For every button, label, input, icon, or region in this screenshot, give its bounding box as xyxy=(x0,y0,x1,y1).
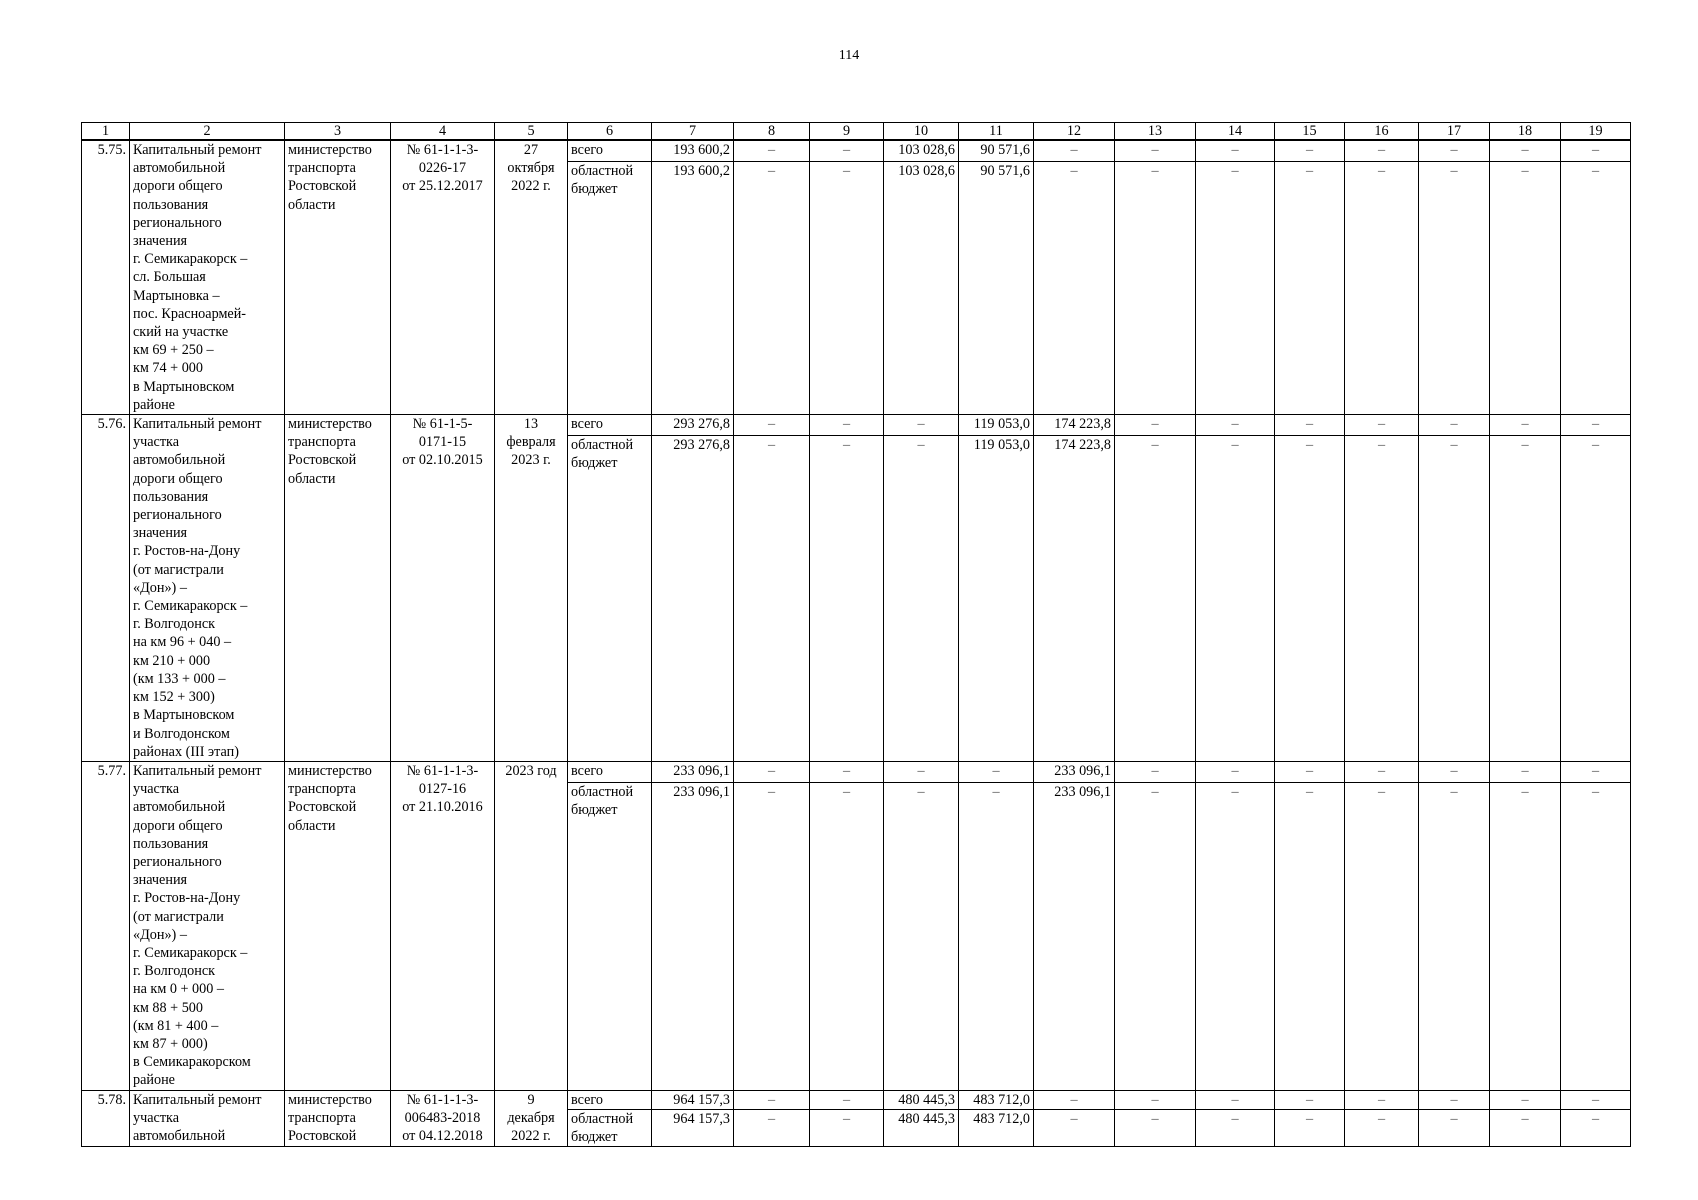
column-number: 2 xyxy=(130,123,285,141)
amount-cell: – xyxy=(1275,162,1345,415)
column-number: 17 xyxy=(1419,123,1490,141)
amount-cell: – xyxy=(1034,1090,1115,1109)
amount-cell: – xyxy=(734,782,810,1090)
column-number: 8 xyxy=(734,123,810,141)
amount-cell: 193 600,2 xyxy=(652,140,734,162)
amount-cell: – xyxy=(884,415,959,436)
amount-cell: – xyxy=(1490,1109,1561,1146)
amount-cell: – xyxy=(1490,1090,1561,1109)
table-row-total xyxy=(82,140,1631,162)
funding-source: всего xyxy=(568,1090,652,1109)
amount-cell: – xyxy=(959,782,1034,1090)
amount-cell: – xyxy=(1115,435,1196,761)
amount-cell: – xyxy=(1275,1090,1345,1109)
amount-cell: – xyxy=(1419,782,1490,1090)
funding-source: областной бюджет xyxy=(568,1109,652,1146)
table-row-total xyxy=(82,1090,1631,1109)
table-row-total xyxy=(82,761,1631,782)
amount-cell: – xyxy=(1561,1109,1631,1146)
amount-cell: – xyxy=(1115,1109,1196,1146)
amount-cell: – xyxy=(1561,1090,1631,1109)
column-number: 6 xyxy=(568,123,652,141)
completion-date: 27 октября 2022 г. xyxy=(495,140,568,415)
amount-cell: – xyxy=(1275,140,1345,162)
amount-cell: 103 028,6 xyxy=(884,162,959,415)
amount-cell: – xyxy=(1561,415,1631,436)
amount-cell: 233 096,1 xyxy=(1034,761,1115,782)
amount-cell: – xyxy=(1115,162,1196,415)
amount-cell: 483 712,0 xyxy=(959,1090,1034,1109)
amount-cell: – xyxy=(1490,415,1561,436)
amount-cell: – xyxy=(1490,761,1561,782)
amount-cell: – xyxy=(1419,1109,1490,1146)
row-number: 5.78. xyxy=(82,1090,130,1147)
amount-cell: – xyxy=(1490,435,1561,761)
amount-cell: – xyxy=(734,1090,810,1109)
amount-cell: – xyxy=(1196,435,1275,761)
amount-cell: 233 096,1 xyxy=(652,761,734,782)
amount-cell: 483 712,0 xyxy=(959,1109,1034,1146)
amount-cell: – xyxy=(1196,761,1275,782)
amount-cell: – xyxy=(1561,140,1631,162)
amount-cell: – xyxy=(734,435,810,761)
amount-cell: 90 571,6 xyxy=(959,140,1034,162)
amount-cell: – xyxy=(734,162,810,415)
amount-cell: – xyxy=(734,1109,810,1146)
amount-cell: – xyxy=(1419,1090,1490,1109)
amount-cell: – xyxy=(1490,140,1561,162)
funding-source: областной бюджет xyxy=(568,162,652,415)
customer: министерство транспорта Ростовской области xyxy=(285,415,391,762)
amount-cell: – xyxy=(1561,162,1631,415)
amount-cell: – xyxy=(1490,162,1561,415)
row-number: 5.76. xyxy=(82,415,130,762)
amount-cell: – xyxy=(1345,1090,1419,1109)
amount-cell: – xyxy=(810,140,884,162)
amount-cell: – xyxy=(810,1109,884,1146)
amount-cell: – xyxy=(1419,162,1490,415)
completion-date: 2023 год xyxy=(495,761,568,1090)
customer: министерство транспорта Ростовской области xyxy=(285,761,391,1090)
column-number: 16 xyxy=(1345,123,1419,141)
amount-cell: 233 096,1 xyxy=(652,782,734,1090)
amount-cell: – xyxy=(810,761,884,782)
amount-cell: – xyxy=(1419,761,1490,782)
amount-cell: – xyxy=(884,782,959,1090)
amount-cell: – xyxy=(1345,162,1419,415)
amount-cell: – xyxy=(1490,782,1561,1090)
amount-cell: – xyxy=(1115,140,1196,162)
amount-cell: – xyxy=(1275,1109,1345,1146)
amount-cell: – xyxy=(1275,761,1345,782)
amount-cell: 119 053,0 xyxy=(959,415,1034,436)
amount-cell: 119 053,0 xyxy=(959,435,1034,761)
column-number: 15 xyxy=(1275,123,1345,141)
column-number: 4 xyxy=(391,123,495,141)
column-number: 7 xyxy=(652,123,734,141)
amount-cell: – xyxy=(1561,761,1631,782)
amount-cell: – xyxy=(1275,435,1345,761)
column-number: 3 xyxy=(285,123,391,141)
amount-cell: – xyxy=(1115,1090,1196,1109)
amount-cell: – xyxy=(884,435,959,761)
amount-cell: – xyxy=(1196,782,1275,1090)
amount-cell: – xyxy=(1345,435,1419,761)
funding-source: областной бюджет xyxy=(568,782,652,1090)
amount-cell: 174 223,8 xyxy=(1034,415,1115,436)
amount-cell: – xyxy=(810,1090,884,1109)
column-number: 9 xyxy=(810,123,884,141)
amount-cell: – xyxy=(1275,415,1345,436)
customer: министерство транспорта Ростовской области xyxy=(285,140,391,415)
amount-cell: – xyxy=(734,761,810,782)
amount-cell: – xyxy=(1196,140,1275,162)
object-name: Капитальный ремонт участка автомобильной дороги общего пользования регионального значения г. Ростов-на-Дону (от магистрали «Дон») – г. Семикаракорск – г. Волгодонск на км 96 + 040 – км 210 + 000 (км 133 + 000 – км 152 + 300) в Мартыновском и Волгодонском районах (III этап) xyxy=(130,415,285,762)
amount-cell: – xyxy=(1345,140,1419,162)
amount-cell: – xyxy=(1034,162,1115,415)
project-document: № 61-1-1-3- 0226-17 от 25.12.2017 xyxy=(391,140,495,415)
amount-cell: 480 445,3 xyxy=(884,1109,959,1146)
amount-cell: 193 600,2 xyxy=(652,162,734,415)
amount-cell: – xyxy=(1419,415,1490,436)
customer: министерство транспорта Ростовской xyxy=(285,1090,391,1147)
amount-cell: – xyxy=(1196,162,1275,415)
budget-table xyxy=(81,122,1631,1147)
funding-source: всего xyxy=(568,761,652,782)
amount-cell: 480 445,3 xyxy=(884,1090,959,1109)
amount-cell: – xyxy=(1345,415,1419,436)
page-number: 114 xyxy=(838,48,860,63)
amount-cell: – xyxy=(959,761,1034,782)
amount-cell: 293 276,8 xyxy=(652,435,734,761)
amount-cell: – xyxy=(1419,435,1490,761)
project-document: № 61-1-5- 0171-15 от 02.10.2015 xyxy=(391,415,495,762)
amount-cell: 174 223,8 xyxy=(1034,435,1115,761)
column-number: 11 xyxy=(959,123,1034,141)
amount-cell: – xyxy=(1561,435,1631,761)
row-number: 5.75. xyxy=(82,140,130,415)
amount-cell: – xyxy=(1115,761,1196,782)
amount-cell: – xyxy=(810,162,884,415)
column-number: 13 xyxy=(1115,123,1196,141)
amount-cell: – xyxy=(1115,415,1196,436)
amount-cell: – xyxy=(884,761,959,782)
column-number: 5 xyxy=(495,123,568,141)
column-number: 10 xyxy=(884,123,959,141)
amount-cell: – xyxy=(1034,1109,1115,1146)
completion-date: 9 декабря 2022 г. xyxy=(495,1090,568,1147)
amount-cell: 964 157,3 xyxy=(652,1109,734,1146)
amount-cell: – xyxy=(1275,782,1345,1090)
funding-source: всего xyxy=(568,140,652,162)
column-number-row xyxy=(82,123,1631,141)
project-document: № 61-1-1-3- 0127-16 от 21.10.2016 xyxy=(391,761,495,1090)
column-number: 14 xyxy=(1196,123,1275,141)
amount-cell: – xyxy=(810,415,884,436)
amount-cell: – xyxy=(1034,140,1115,162)
amount-cell: – xyxy=(1419,140,1490,162)
amount-cell: – xyxy=(1345,1109,1419,1146)
column-number: 12 xyxy=(1034,123,1115,141)
funding-source: всего xyxy=(568,415,652,436)
funding-source: областной бюджет xyxy=(568,435,652,761)
row-number: 5.77. xyxy=(82,761,130,1090)
amount-cell: – xyxy=(1196,415,1275,436)
table-row-total xyxy=(82,415,1631,436)
amount-cell: – xyxy=(1345,782,1419,1090)
amount-cell: – xyxy=(810,435,884,761)
amount-cell: – xyxy=(734,415,810,436)
amount-cell: – xyxy=(734,140,810,162)
column-number: 18 xyxy=(1490,123,1561,141)
amount-cell: 103 028,6 xyxy=(884,140,959,162)
amount-cell: – xyxy=(1196,1090,1275,1109)
amount-cell: – xyxy=(810,782,884,1090)
amount-cell: – xyxy=(1561,782,1631,1090)
object-name: Капитальный ремонт участка автомобильной дороги общего пользования регионального значения г. Ростов-на-Дону (от магистрали «Дон») – г. Семикаракорск – г. Волгодонск на км 0 + 000 – км 88 + 500 (км 81 + 400 – км 87 + 000) в Семикаракорском районе xyxy=(130,761,285,1090)
object-name: Капитальный ремонт участка автомобильной xyxy=(130,1090,285,1147)
amount-cell: 964 157,3 xyxy=(652,1090,734,1109)
amount-cell: – xyxy=(1196,1109,1275,1146)
amount-cell: – xyxy=(1115,782,1196,1090)
object-name: Капитальный ремонт автомобильной дороги общего пользования регионального значения г. Семикаракорск – сл. Большая Мартыновка – пос. Красноармей- ский на участке км 69 + 250 – км 74 + 000 в Мартыновском районе xyxy=(130,140,285,415)
column-number: 1 xyxy=(82,123,130,141)
project-document: № 61-1-1-3- 006483-2018 от 04.12.2018 xyxy=(391,1090,495,1147)
amount-cell: – xyxy=(1345,761,1419,782)
amount-cell: 90 571,6 xyxy=(959,162,1034,415)
amount-cell: 293 276,8 xyxy=(652,415,734,436)
amount-cell: 233 096,1 xyxy=(1034,782,1115,1090)
column-number: 19 xyxy=(1561,123,1631,141)
completion-date: 13 февраля 2023 г. xyxy=(495,415,568,762)
